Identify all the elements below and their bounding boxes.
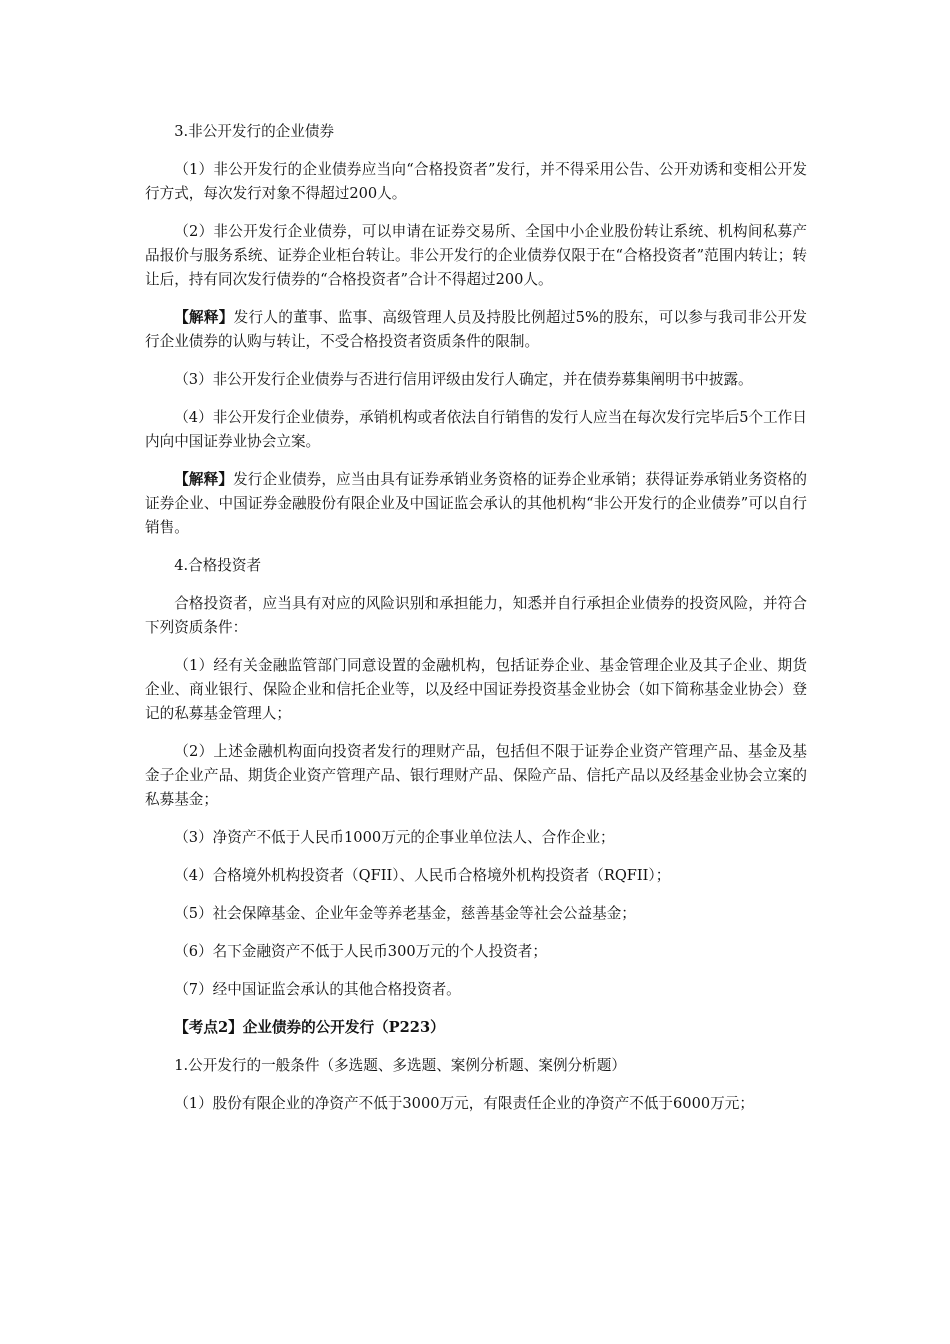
- paragraph-2: （2）非公开发行企业债券，可以申请在证券交易所、全国中小企业股份转让系统、机构间私募产品报价与服务系统、证券企业柜台转让。非公开发行的企业债券仅限于在“合格投资者”范围内转让；转让后，持有同次发行债券的“合格投资者”合计不得超过200人。: [145, 223, 807, 288]
- explanation-2: [145, 468, 807, 540]
- qualification-item-6: （6）名下金融资产不低于人民币300万元的个人投资者；: [174, 943, 547, 960]
- key-point-2-paragraph-1: （1）股份有限企业的净资产不低于3000万元，有限责任企业的净资产不低于6000万元；: [174, 1095, 754, 1112]
- qualification-item-4: （4）合格境外机构投资者（QFII）、人民币合格境外机构投资者（RQFII）；: [174, 867, 671, 884]
- section-3-title: 3.非公开发行的企业债券: [174, 123, 335, 140]
- paragraph-4: （4）非公开发行企业债券，承销机构或者依法自行销售的发行人应当在每次发行完毕后5个工作日内向中国证券业协会立案。: [145, 409, 807, 450]
- qualification-item-5: （5）社会保障基金、企业年金等养老基金，慈善基金等社会公益基金；: [174, 905, 636, 922]
- qualified-investor-intro: 合格投资者，应当具有对应的风险识别和承担能力，知悉并自行承担企业债券的投资风险，并符合下列资质条件：: [145, 595, 807, 636]
- qualification-item-2: （2）上述金融机构面向投资者发行的理财产品，包括但不限于证券企业资产管理产品、基金及基金子企业产品、期货企业资产管理产品、银行理财产品、保险产品、信托产品以及经基金业协会立案的私募基金；: [145, 743, 807, 808]
- qualification-item-1: （1）经有关金融监管部门同意设置的金融机构，包括证券企业、基金管理企业及其子企业、期货企业、商业银行、保险企业和信托企业等，以及经中国证券投资基金业协会（如下简称基金业协会）登记的私募基金管理人；: [145, 657, 807, 722]
- paragraph-3: （3）非公开发行企业债券与否进行信用评级由发行人确定，并在债券募集阐明书中披露。: [174, 371, 753, 388]
- explanation-text: 发行企业债券，应当由具有证券承销业务资格的证券企业承销；获得证券承销业务资格的证券企业、中国证券金融股份有限企业及中国证监会承认的其他机构“非公开发行的企业债券”可以自行销售。: [145, 471, 807, 536]
- explanation-tag: 【解释】: [174, 471, 234, 488]
- document-body: [145, 120, 807, 1130]
- paragraph-1: （1）非公开发行的企业债券应当向“合格投资者”发行，并不得采用公告、公开劝诱和变相公开发行方式，每次发行对象不得超过200人。: [145, 161, 807, 202]
- qualification-item-3: （3）净资产不低于人民币1000万元的企事业单位法人、合作企业；: [174, 829, 615, 846]
- explanation-1: [145, 306, 807, 354]
- qualification-item-7: （7）经中国证监会承认的其他合格投资者。: [174, 981, 461, 998]
- key-point-2-title: 【考点2】企业债券的公开发行（P223）: [174, 1019, 445, 1036]
- explanation-tag: 【解释】: [174, 309, 234, 326]
- section-4-title: 4.合格投资者: [174, 557, 262, 574]
- key-point-2-subtitle: 1.公开发行的一般条件（多选题、多选题、案例分析题、案例分析题）: [174, 1057, 626, 1074]
- explanation-text: 发行人的董事、监事、高级管理人员及持股比例超过5%的股东，可以参与我司非公开发行企业债券的认购与转让，不受合格投资者资质条件的限制。: [145, 309, 807, 350]
